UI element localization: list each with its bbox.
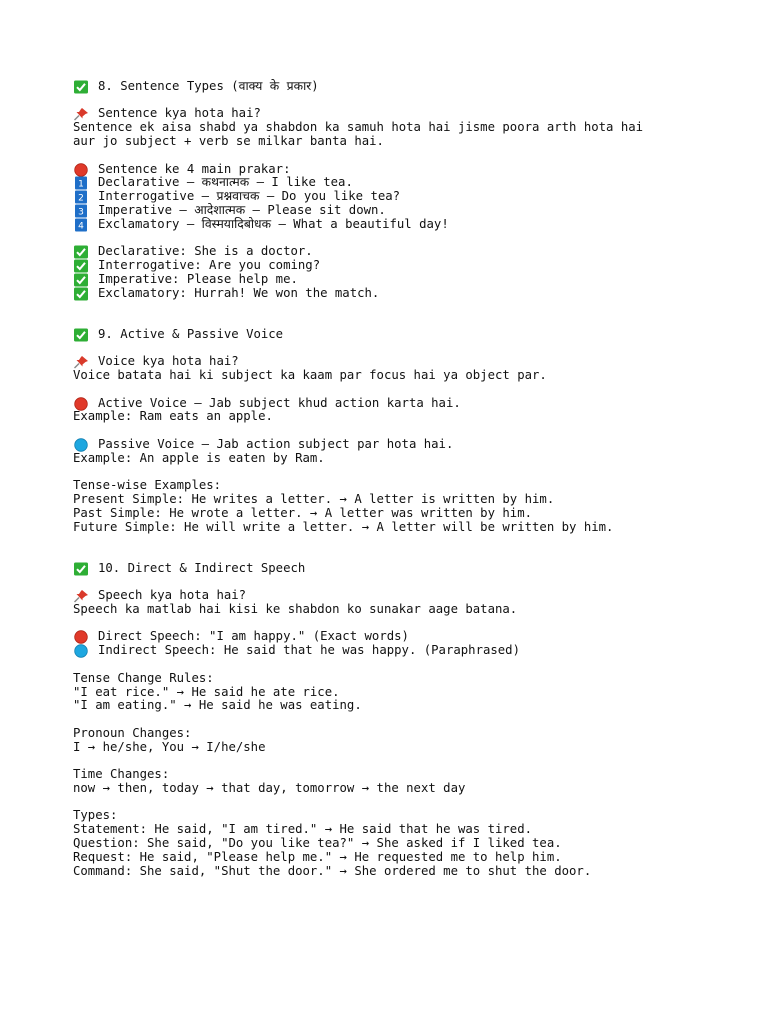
check-mark-icon	[73, 259, 89, 273]
check-mark-icon	[73, 80, 89, 94]
tense-change-heading: Tense Change Rules:	[73, 670, 214, 685]
section-9-question: Voice kya hota hai?	[73, 355, 753, 369]
passive-voice-example: Example: An apple is eaten by Ram.	[73, 450, 325, 465]
svg-text:3: 3	[78, 207, 84, 218]
sentence-type-item: 1 Declarative – कथनात्मक – I like tea.	[73, 176, 753, 190]
blue-circle-icon	[73, 644, 89, 658]
passive-voice-definition: Passive Voice – Jab action subject par hota hai.	[73, 438, 753, 452]
keycap-4-icon	[73, 218, 89, 232]
section-9-definition: Voice batata hai ki subject ka kaam par focus hai ya object par.	[73, 368, 547, 383]
keycap-2-icon	[73, 190, 89, 204]
active-voice-definition: Active Voice – Jab subject khud action karta hai.	[73, 397, 753, 411]
tense-examples-heading: Tense-wise Examples:	[73, 478, 222, 493]
check-mark-icon	[73, 562, 89, 576]
section-8-definition-line-1: Sentence ek aisa shabd ya shabdon ka samuh hota hai jisme poora arth hota hai	[73, 120, 644, 135]
check-mark-icon	[73, 245, 89, 259]
speech-type-example: Command: She said, "Shut the door." → She ordered me to shut the door.	[73, 863, 592, 878]
sentence-example: Exclamatory: Hurrah! We won the match.	[73, 287, 753, 301]
check-mark-icon	[73, 287, 89, 301]
active-voice-example: Example: Ram eats an apple.	[73, 409, 273, 424]
svg-text:4: 4	[78, 221, 84, 232]
tense-change-rule: "I eat rice." → He said he ate rice.	[73, 684, 340, 699]
blue-circle-icon	[73, 438, 89, 452]
direct-speech-line: Direct Speech: "I am happy." (Exact words)	[73, 630, 753, 644]
check-mark-icon	[73, 328, 89, 342]
tense-change-rule: "I am eating." → He said he was eating.	[73, 698, 362, 713]
red-circle-icon	[73, 163, 89, 177]
sentence-type-item: 2 Interrogative – प्रश्नवाचक – Do you like tea?	[73, 190, 753, 204]
tense-example: Future Simple: He will write a letter. → A letter will be written by him.	[73, 519, 614, 534]
tense-example: Present Simple: He writes a letter. → A letter is written by him.	[73, 491, 555, 506]
speech-types-heading: Types:	[73, 808, 118, 823]
svg-text:2: 2	[78, 193, 84, 204]
section-10-question: Speech kya hota hai?	[73, 589, 753, 603]
red-circle-icon	[73, 630, 89, 644]
document-body	[73, 80, 753, 878]
time-changes-heading: Time Changes:	[73, 767, 170, 782]
section-10-definition: Speech ka matlab hai kisi ke shabdon ko sunakar aage batana.	[73, 602, 518, 616]
sentence-example: Declarative: She is a doctor.	[73, 245, 753, 259]
sentence-type-item: 3 Imperative – आदेशात्मक – Please sit down.	[73, 204, 753, 218]
check-mark-icon	[73, 273, 89, 287]
sentence-types-heading: Sentence ke 4 main prakar:	[73, 163, 753, 177]
keycap-1-icon	[73, 176, 89, 190]
section-8-question: Sentence kya hota hai?	[73, 107, 753, 121]
sentence-example: Interrogative: Are you coming?	[73, 259, 753, 273]
svg-text:1: 1	[78, 179, 84, 190]
section-10-heading: 10. Direct & Indirect Speech	[73, 562, 753, 576]
section-8-definition-line-2: aur jo subject + verb se milkar banta hai.	[73, 134, 384, 149]
speech-type-example: Request: He said, "Please help me." → He requested me to help him.	[73, 849, 562, 864]
keycap-3-icon	[73, 204, 89, 218]
speech-type-example: Question: She said, "Do you like tea?" → She asked if I liked tea.	[73, 836, 562, 850]
sentence-example: Imperative: Please help me.	[73, 273, 753, 287]
time-changes: now → then, today → that day, tomorrow → the next day	[73, 780, 466, 795]
section-8-heading: 8. Sentence Types (वाक्य के प्रकार)	[73, 80, 753, 94]
pronoun-changes: I → he/she, You → I/he/she	[73, 739, 266, 754]
sentence-type-item: 4 Exclamatory – विस्मयादिबोधक – What a beautiful day!	[73, 218, 753, 232]
indirect-speech-line: Indirect Speech: He said that he was happy. (Paraphrased)	[73, 644, 753, 658]
section-9-heading: 9. Active & Passive Voice	[73, 328, 753, 342]
pronoun-changes-heading: Pronoun Changes:	[73, 725, 192, 740]
speech-type-example: Statement: He said, "I am tired." → He said that he was tired.	[73, 822, 533, 837]
tense-example: Past Simple: He wrote a letter. → A letter was written by him.	[73, 505, 533, 520]
